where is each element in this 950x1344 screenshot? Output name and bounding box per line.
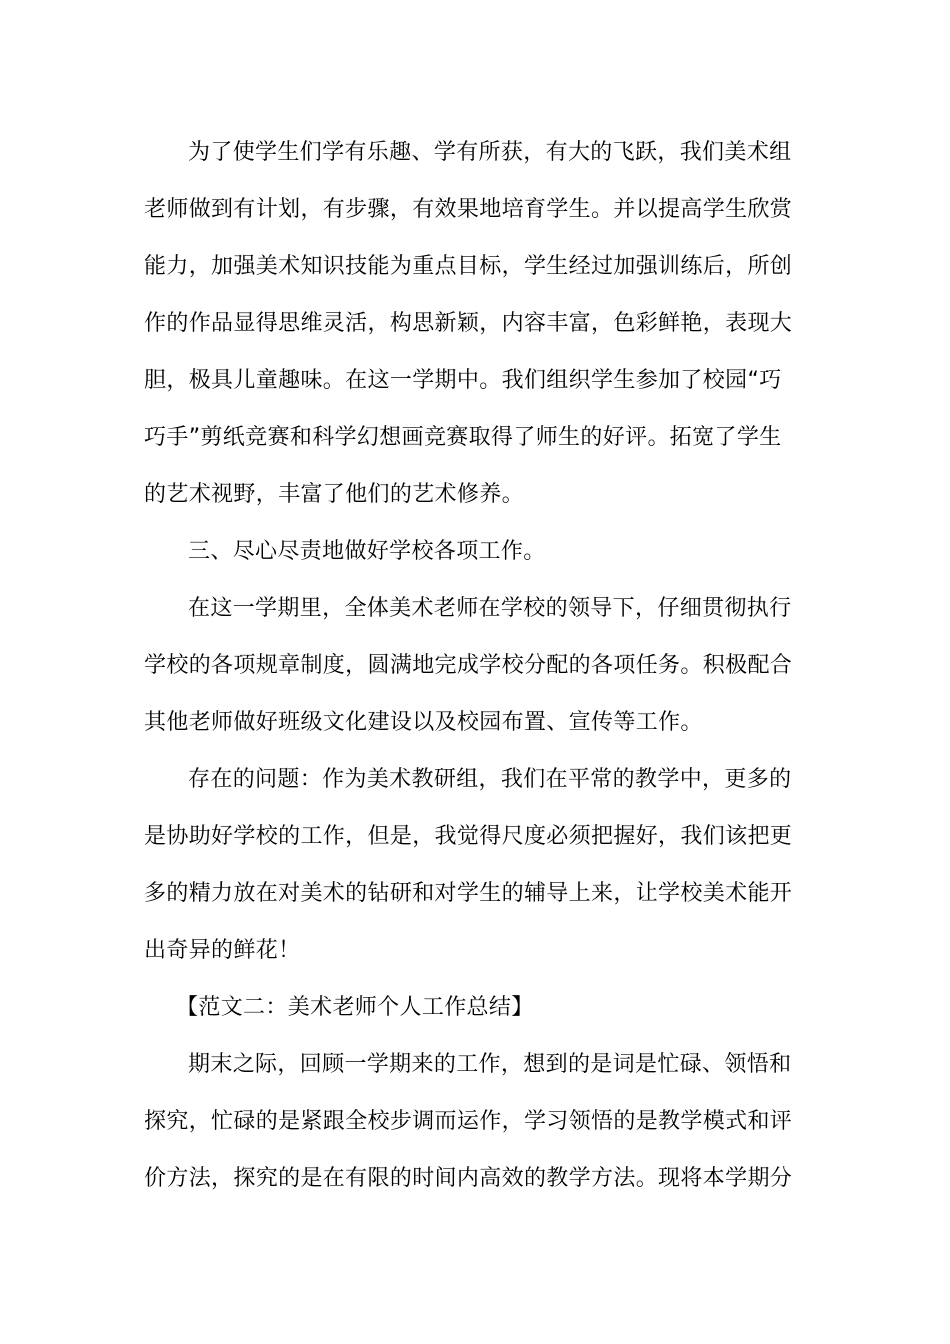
paragraph-line: 期末之际，回顾一学期来的工作，想到的是词是忙碌、领悟和 [188, 1052, 792, 1077]
paragraph-line: 探究，忙碌的是紧跟全校步调而运作，学习领悟的是教学模式和评 [144, 1109, 793, 1134]
paragraph-line: 的艺术视野，丰富了他们的艺术修养。 [144, 482, 524, 507]
paragraph-line: 老师做到有计划，有步骤，有效果地培育学生。并以提高学生欣赏 [144, 197, 793, 222]
paragraph-line: 作的作品显得思维灵活，构思新颖，内容丰富，色彩鲜艳，表现大 [144, 311, 793, 336]
paragraph-line: 存在的问题：作为美术教研组，我们在平常的教学中，更多的 [188, 767, 792, 792]
paragraph-line: 胆，极具儿童趣味。在这一学期中。我们组织学生参加了校园“巧 [144, 368, 782, 393]
paragraph-line: 学校的各项规章制度，圆满地完成学校分配的各项任务。积极配合 [144, 653, 793, 678]
paragraph-line: 多的精力放在对美术的钻研和对学生的辅导上来，让学校美术能开 [144, 881, 793, 906]
paragraph-line: 其他老师做好班级文化建设以及校园布置、宣传等工作。 [144, 710, 703, 735]
sample-heading: 【范文二：美术老师个人工作总结】 [176, 995, 534, 1020]
paragraph-line: 是协助好学校的工作，但是，我觉得尺度必须把握好，我们该把更 [144, 824, 793, 849]
section-heading: 三、尽心尽责地做好学校各项工作。 [188, 539, 546, 564]
paragraph-line: 能力，加强美术知识技能为重点目标，学生经过加强训练后，所创 [144, 254, 793, 279]
paragraph-line: 巧手”剪纸竞赛和科学幻想画竞赛取得了师生的好评。拓宽了学生 [144, 425, 782, 450]
paragraph-line: 价方法，探究的是在有限的时间内高效的教学方法。现将本学期分 [144, 1166, 793, 1191]
paragraph-line: 出奇异的鲜花！ [144, 938, 301, 963]
paragraph-line: 在这一学期里，全体美术老师在学校的领导下，仔细贯彻执行 [188, 596, 792, 621]
paragraph-line: 为了使学生们学有乐趣、学有所获，有大的飞跃，我们美术组 [188, 140, 792, 165]
